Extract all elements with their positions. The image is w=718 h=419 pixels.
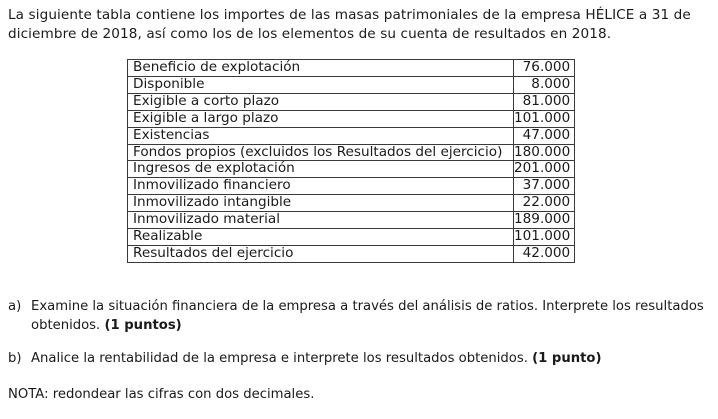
concept-cell: Disponible [128, 76, 514, 93]
note-text: NOTA: redondear las cifras con dos decimales. [8, 387, 315, 402]
table-row [128, 195, 575, 212]
concept-cell: Inmovilizado financiero [128, 178, 514, 195]
amount-cell: 81.000 [514, 93, 575, 110]
question-marker: a) [8, 299, 22, 314]
amount-cell: 101.000 [514, 110, 575, 127]
table-row [128, 178, 575, 195]
amount-cell: 37.000 [514, 178, 575, 195]
amount-cell: 180.000 [514, 144, 575, 161]
concept-cell: Exigible a corto plazo [128, 93, 514, 110]
question-a [8, 298, 708, 335]
question-b [8, 350, 708, 369]
table-row [128, 229, 575, 246]
table-row [128, 212, 575, 229]
concept-cell: Inmovilizado material [128, 212, 514, 229]
amount-cell: 22.000 [514, 195, 575, 212]
amount-cell: 8.000 [514, 76, 575, 93]
intro-paragraph: La siguiente tabla contiene los importes de las masas patrimoniales de la empresa HÉLICE a 31 de diciembre de 2018, así como los de los elementos de su cuenta de resultados en 2018. [8, 7, 691, 42]
concept-cell: Inmovilizado intangible [128, 195, 514, 212]
question-text: Examine la situación financiera de la empresa a través del análisis de ratios. Interprete los resultados obtenidos. [31, 299, 704, 333]
table-row [128, 161, 575, 178]
concept-cell: Ingresos de explotación [128, 161, 514, 178]
amount-cell: 189.000 [514, 212, 575, 229]
question-points: (1 puntos) [104, 317, 182, 333]
table-row [128, 110, 575, 127]
concept-cell: Resultados del ejercicio [128, 245, 514, 262]
concept-cell: Existencias [128, 127, 514, 144]
amount-cell: 76.000 [514, 60, 575, 77]
concept-cell: Exigible a largo plazo [128, 110, 514, 127]
table-row [128, 127, 575, 144]
concept-cell: Fondos propios (excluidos los Resultados del ejercicio) [128, 144, 514, 161]
amount-cell: 201.000 [514, 161, 575, 178]
table-row [128, 144, 575, 161]
question-points: (1 punto) [532, 351, 602, 366]
table-row [128, 93, 575, 110]
amount-cell: 101.000 [514, 229, 575, 246]
amount-cell: 42.000 [514, 245, 575, 262]
table-row [128, 76, 575, 93]
concept-cell: Beneficio de explotación [128, 60, 514, 77]
question-marker: b) [8, 351, 22, 366]
question-text: Analice la rentabilidad de la empresa e interprete los resultados obtenidos. [31, 351, 528, 366]
table-row [128, 60, 575, 77]
table-row [128, 245, 575, 262]
balance-table [127, 59, 575, 263]
amount-cell: 47.000 [514, 127, 575, 144]
concept-cell: Realizable [128, 229, 514, 246]
